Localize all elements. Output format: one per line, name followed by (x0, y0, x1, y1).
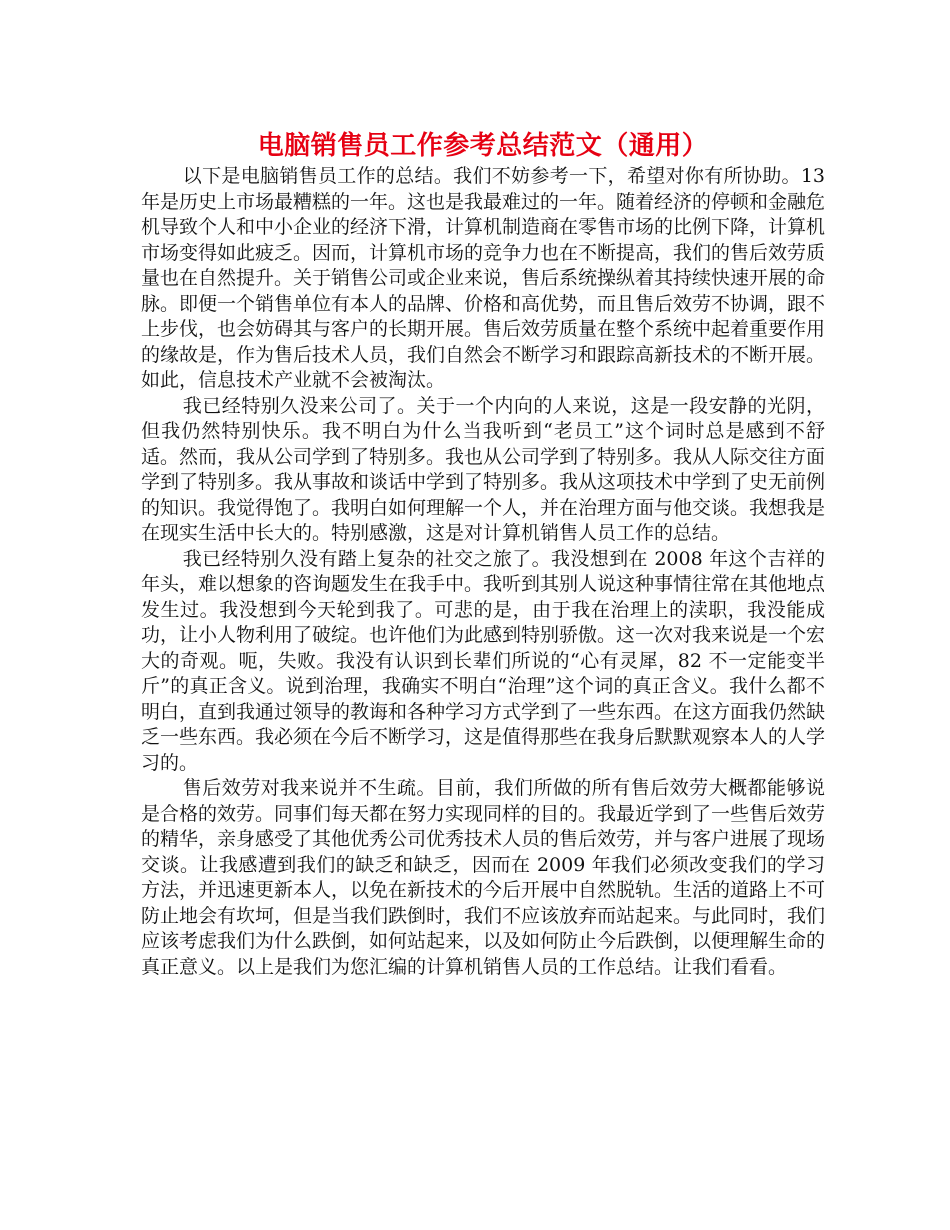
paragraph-after-sales-service: 售后效劳对我来说并不生疏。目前，我们所做的所有售后效劳大概都能够说是合格的效劳。同事们每天都在努力实现同样的目的。我最近学到了一些售后效劳的精华，亲身感受了其他优秀公司优秀技术人员的售后效劳，并与客户进展了现场交谈。让我感遭到我们的缺乏和缺乏，因而在 2009 年我们必须改变我们的学习方法，并迅速更新本人，以免在新技术的今后开展中自然脱轨。生活的道路上不可防止地会有坎坷，但是当我们跌倒时，我们不应该放弃而站起来。与此同时，我们应该考虑我们为什么跌倒，如何站起来，以及如何防止今后跌倒，以便理解生命的真正意义。以上是我们为您汇编的计算机销售人员的工作总结。让我们看看。 (141, 777, 826, 978)
paragraph-company-experience: 我已经特别久没来公司了。关于一个内向的人来说，这是一段安静的光阴，但我仍然特别快乐。我不明白为什么当我听到“老员工”这个词时总是感到不舒适。然而，我从公司学到了特别多。我也从公司学到了特别多。我从人际交往方面学到了特别多。我从事故和谈话中学到了特别多。我从这项技术中学到了史无前例的知识。我觉得饱了。我明白如何理解一个人，并在治理方面与他交谈。我想我是在现实生活中长大的。特别感激，这是对计算机销售人员工作的总结。 (141, 394, 826, 544)
document-page (141, 128, 825, 980)
paragraph-management-lessons: 我已经特别久没有踏上复杂的社交之旅了。我没想到在 2008 年这个吉祥的年头，难以想象的咨询题发生在我手中。我听到其别人说这种事情往常在其他地点发生过。我没想到今天轮到我了。可悲的是，由于我在治理上的渎职，我没能成功，让小人物利用了破绽。也许他们为此感到特别骄傲。这一次对我来说是一个宏大的奇观。呃，失败。我没有认识到长辈们所说的“心有灵犀，82 不一定能变半斤”的真正含义。说到治理，我确实不明白“治理”这个词的真正含义。我什么都不明白，直到我通过领导的教诲和各种学习方式学到了一些东西。在这方面我仍然缺乏一些东西。我必须在今后不断学习，这是值得那些在我身后默默观察本人的人学习的。 (141, 547, 826, 774)
paragraph-intro: 以下是电脑销售员工作的总结。我们不妨参考一下，希望对你有所协助。13年是历史上市场最糟糕的一年。这也是我最难过的一年。随着经济的停顿和金融危机导致个人和中小企业的经济下滑，计算机制造商在零售市场的比例下降，计算机市场变得如此疲乏。因而，计算机市场的竞争力也在不断提高，我们的售后效劳质量也在自然提升。关于销售公司或企业来说，售后系统操纵着其持续快速开展的命脉。即便一个销售单位有本人的品牌、价格和高优势，而且售后效劳不协调，跟不上步伐，也会妨碍其与客户的长期开展。售后效劳质量在整个系统中起着重要作用的缘故是，作为售后技术人员，我们自然会不断学习和跟踪高新技术的不断开展。如此，信息技术产业就不会被淘汰。 (141, 165, 826, 391)
document-title: 电脑销售员工作参考总结范文（通用） (257, 131, 709, 161)
